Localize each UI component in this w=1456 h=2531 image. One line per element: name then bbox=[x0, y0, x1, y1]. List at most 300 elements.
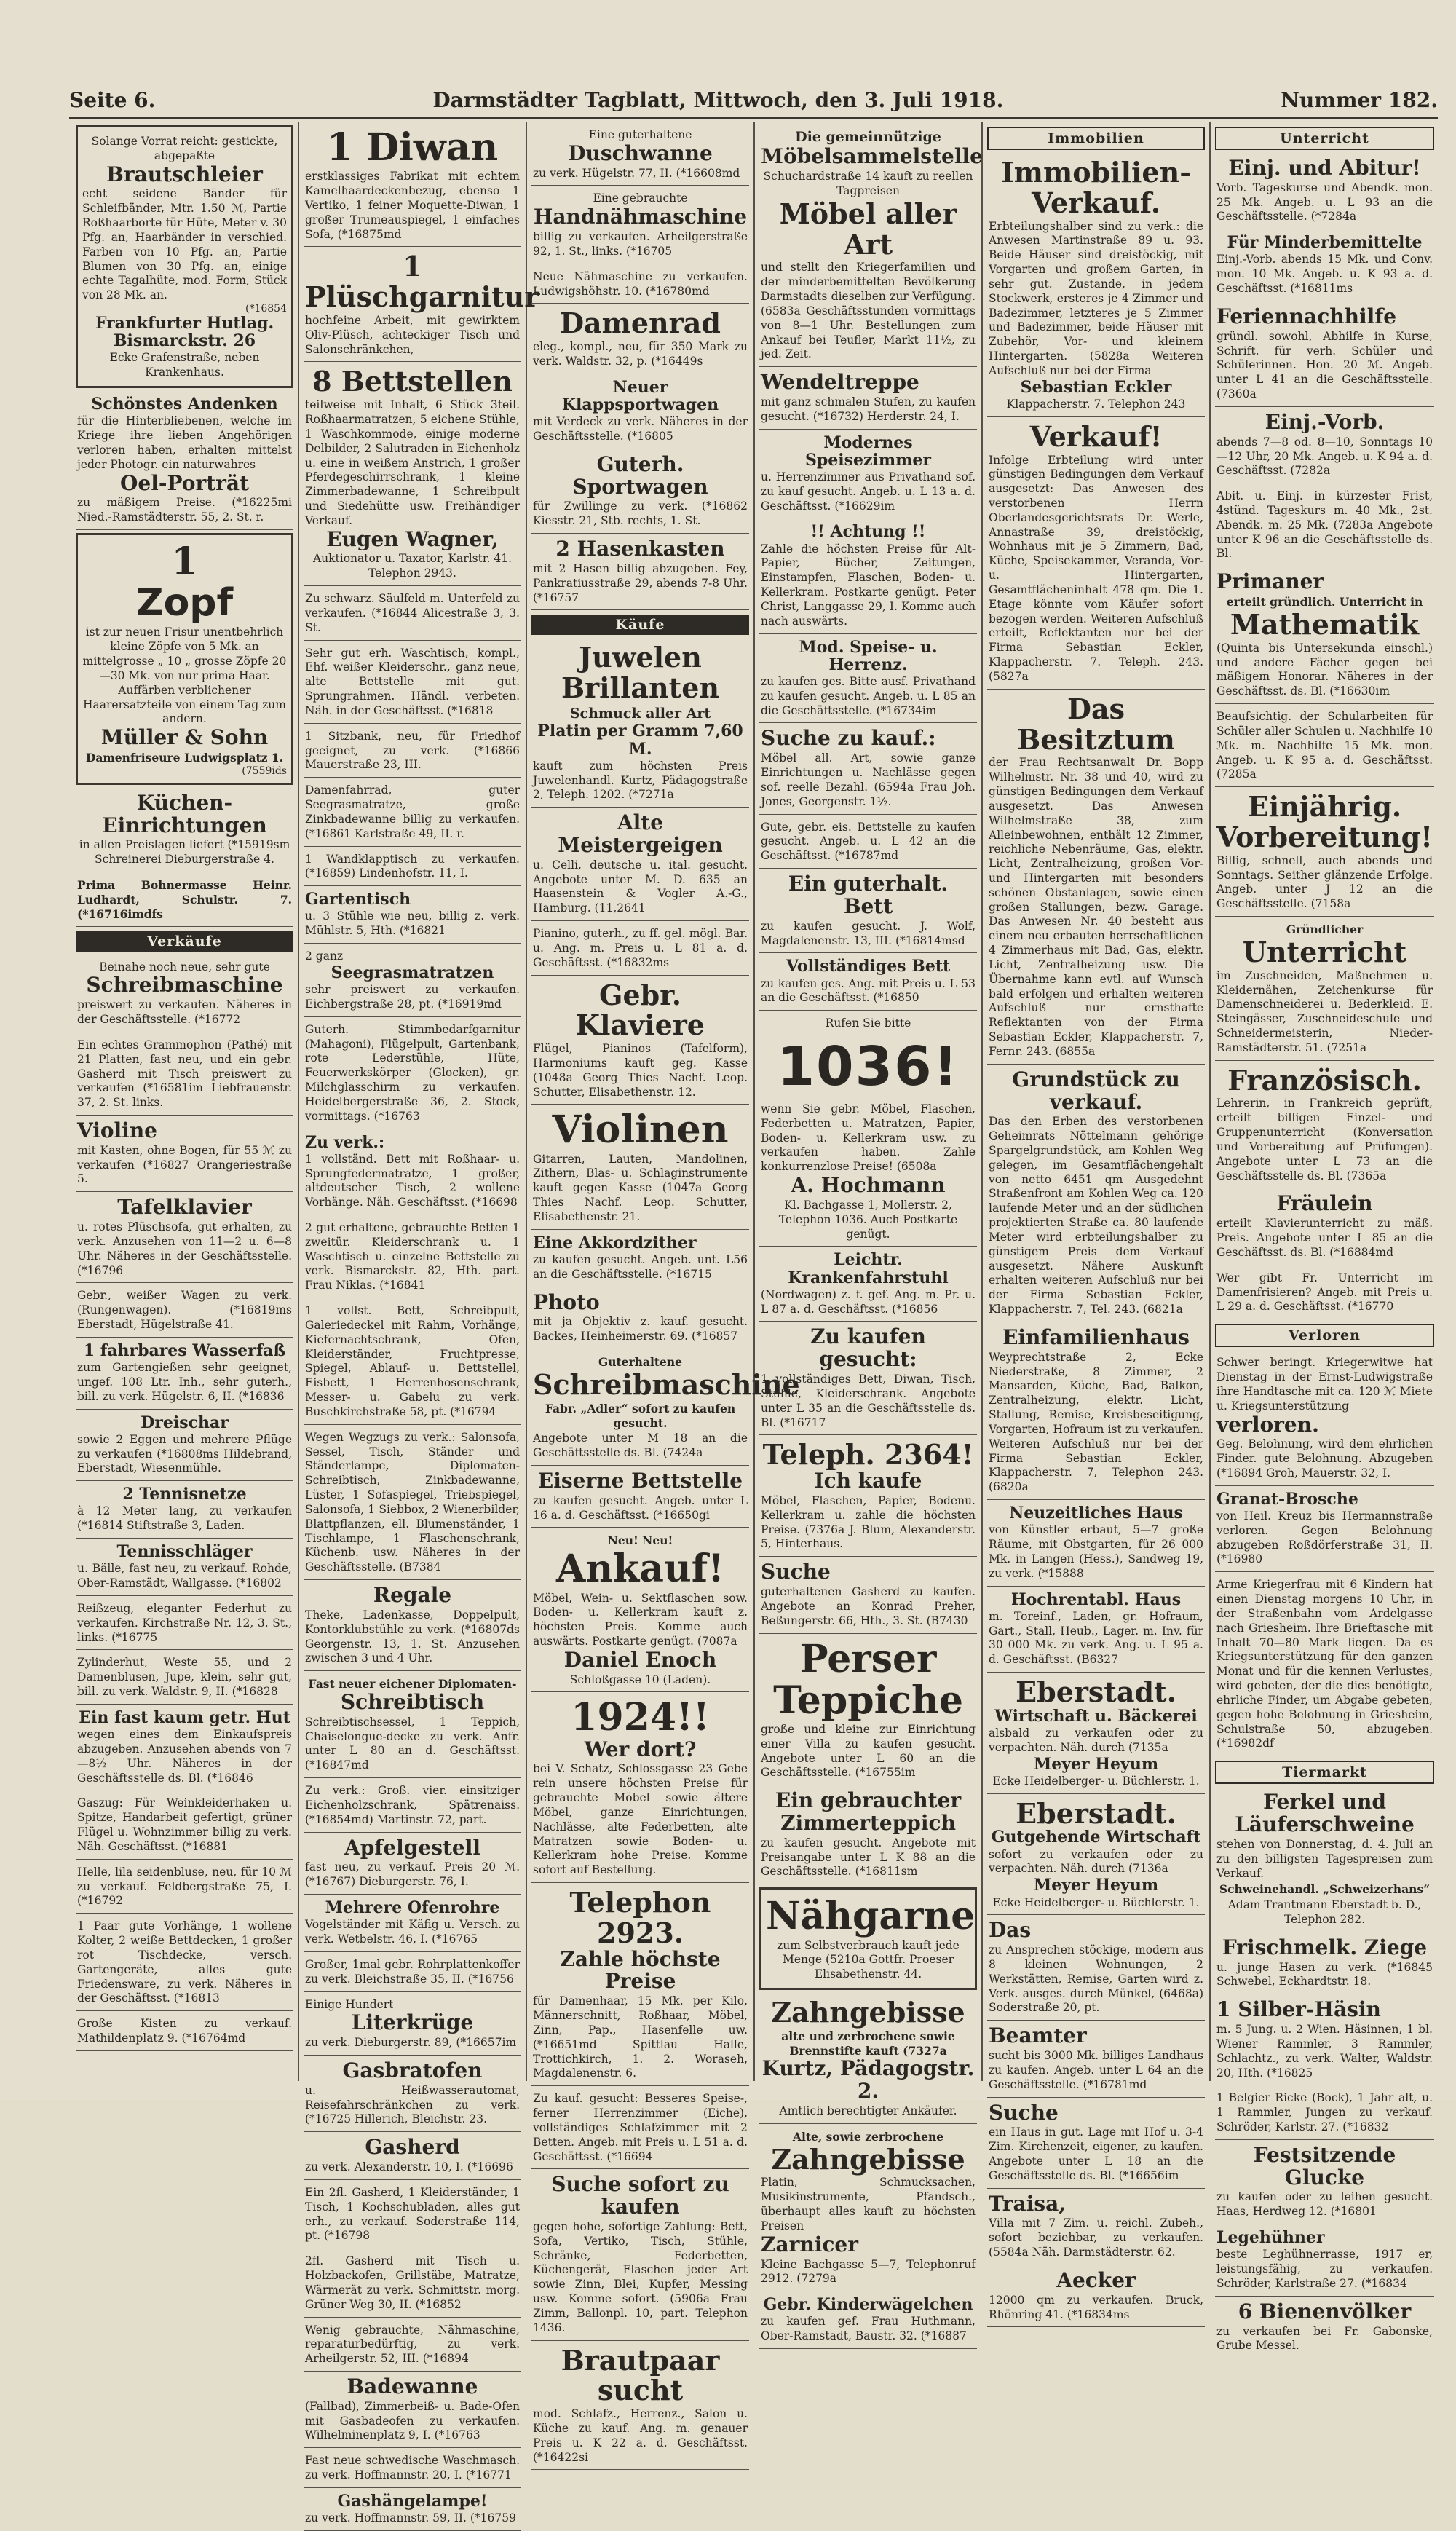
ad-text: mit ganz schmalen Stufen, zu kaufen gesucht. (*16732) Herderstr. 24, I. bbox=[761, 395, 976, 423]
ad-text: Ecke Heidelberger- u. Büchlerstr. 1. bbox=[992, 1774, 1200, 1788]
section-tiermarkt: Tiermarkt bbox=[1215, 1761, 1434, 1784]
ad-gasbratofen bbox=[304, 2056, 521, 2132]
ad-firm: Daniel Enoch bbox=[563, 1647, 717, 1672]
ad-vollstaendiges-bett bbox=[759, 953, 977, 1011]
ad-title: Feriennachhilfe bbox=[1216, 304, 1397, 328]
ad-violinen bbox=[531, 1105, 749, 1229]
ad-text: bei V. Schatz, Schlossgasse 23 Gebe rein unsere höchsten Preise für gebrauchte Möbel sowie ältere Möbel, ganze Einrichtungen, Nachlässe, alte Federbetten, alte Matratzen sowie Boden- u. Kellerkram hohe Preise. Komme sofort auf Bestellung. bbox=[533, 1762, 748, 1877]
ad-text: Gründlicher bbox=[1286, 923, 1364, 937]
ad-title: Tafelklavier bbox=[117, 1195, 252, 1220]
ad-text: Vorb. Tageskurse und Abendk. mon. 25 Mk. Angeb. u. L 93 an die Geschäftsstelle. (*7284a bbox=[1216, 181, 1433, 224]
ad-achtung bbox=[759, 518, 977, 633]
ad-text: Billig, schnell, auch abends und Sonntags. Seither glänzende Erfolge. Angeb. unter J 12 an die Geschäftsstelle. (7158a bbox=[1216, 853, 1433, 911]
ad-title: 1036! bbox=[777, 1035, 960, 1098]
ad-text: Wenig gebrauchte, Nähmaschine, reparaturbedürftig, zu verk. Arheilgerstr. 52, III. (*16894 bbox=[305, 2323, 520, 2366]
ad-text: Schuchardstraße 14 kauft zu reellen Tagpreisen bbox=[763, 170, 973, 197]
ad-text: Einige Hundert bbox=[305, 1997, 394, 2011]
ad-text: Solange Vorrat reicht: gestickte, abgepaßte bbox=[91, 135, 278, 162]
issue-number: Nummer 182. bbox=[1281, 88, 1438, 112]
ad-text: von Künstler erbaut, 5—7 große Räume, mit Obstgarten, für 26 000 Mk. in Langen (Hess.), Sandweg 19, zu verk. (*15888 bbox=[989, 1523, 1203, 1580]
ad-title: Neuzeitliches Haus bbox=[1009, 1504, 1183, 1523]
ad-franzoesisch bbox=[1215, 1061, 1434, 1189]
ad-einjaehrig-vorbereitung bbox=[1215, 787, 1434, 917]
ad-text: ein Haus in gut. Lage mit Hof u. 3-4 Zim. Kirchenzeit, eigener, zu kaufen. Angebote unter L 18 an die Geschäftsstelle ds. Bl. (*16656im bbox=[989, 2125, 1203, 2182]
ad-title: !! Achtung !! bbox=[810, 522, 926, 542]
ad-title: Suche bbox=[989, 2100, 1059, 2125]
ad-title: Apfelgestell bbox=[344, 1835, 480, 1860]
ad-text: Gitarren, Lauten, Mandolinen, Zithern, Blas- u. Schlaginstrumente kauft gegen Kasse (1047a Georg Thies Nachf. Leop. Schutter, Elisabethenstr. 21. bbox=[533, 1152, 748, 1223]
ad-text: Ein 2fl. Gasherd, 1 Kleiderständer, 1 Tisch, 1 Kochschubladen, alles gut erh., zu verkauf. Soderstraße 114, pt. (*16798 bbox=[305, 2185, 520, 2243]
ad-firm: A. Hochmann bbox=[791, 1173, 946, 1198]
ad-text: zu kaufen gef. Frau Huthmann, Ober-Ramstadt, Baustr. 32. (*16887 bbox=[761, 2315, 976, 2343]
ad-wegzug bbox=[304, 1425, 521, 1580]
ad-text: zu verk. Hoffmannstr. 59, II. (*16759 bbox=[305, 2511, 516, 2525]
ad-text: m. Toreinf., Laden, gr. Hofraum, Gart., Stall, Heub., Lager. m. Inv. für 30 000 Mk. zu verk. Ang. u. L 95 a. d. Geschäftsst. (B6327 bbox=[989, 1609, 1203, 1667]
ad-schularbeiten bbox=[1215, 704, 1434, 787]
ad-handnaehmaschine bbox=[531, 186, 749, 264]
column-1 bbox=[71, 122, 299, 2081]
ad-traisa bbox=[987, 2189, 1205, 2265]
ad-text: Großer, 1mal gebr. Rohrplattenkoffer zu verk. Bleichstraße 35, II. (*16756 bbox=[305, 1957, 520, 1986]
ad-violine bbox=[76, 1116, 293, 1192]
ad-firm: Sebastian Eckler bbox=[1020, 377, 1172, 397]
ad-text: mit Verdeck zu verk. Näheres in der Geschäftsstelle. (*16805 bbox=[533, 415, 748, 443]
ad-title: Eberstadt. bbox=[1016, 1675, 1176, 1709]
ad-modernes-speisezimmer bbox=[759, 430, 977, 519]
ad-text: Weyprechtstraße 2, Ecke Niederstraße, 8 Zimmer, 2 Mansarden, Küche, Bad, Balkon, Zentralheizung, elektr. Licht, Stallung, Remise, Kreisbeseitigung, Vorgarten, Hofraum ist zu verkaufen. Weiteren Aufschluß nur bei der Firma Sebastian Eckler, Klappacherstr. 7, Telephon 243. (6820a bbox=[989, 1350, 1203, 1494]
ad-text: zu kaufen gesucht. J. Wolf, Magdalenenstr. 13, III. (*16814msd bbox=[761, 919, 976, 947]
ad-text: alsbald zu verkaufen oder zu verpachten. Näh. durch (7135a bbox=[989, 1726, 1203, 1754]
ad-text: Rufen Sie bitte bbox=[825, 1016, 911, 1030]
ad-text: zu kaufen gesucht. Angeb. unter L 16 a. d. Geschäftsst. (*16650gi bbox=[533, 1493, 748, 1522]
ad-text: zu verk. Hügelstr. 77, II. (*16608md bbox=[533, 166, 740, 180]
ad-text: Fabr. „Adler“ sofort zu kaufen gesucht. bbox=[545, 1401, 736, 1430]
ad-text: u. Celli, deutsche u. ital. gesucht. Angebote unter M. D. 635 an Haasenstein & Vogler A.-G., Hamburg. (11,2641 bbox=[533, 858, 748, 915]
ad-zu-kaufen-gesucht bbox=[759, 1322, 977, 1435]
ad-text: Prima Bohnermasse Heinr. Ludhardt, Schulstr. 7. (*16716imdfs bbox=[77, 878, 292, 921]
ad-title: Gashängelampe! bbox=[337, 2491, 488, 2511]
ad-title: Möbel aller Art bbox=[779, 197, 957, 261]
ad-text: Eine gebrauchte bbox=[593, 191, 688, 205]
ad-title: Ich kaufe bbox=[814, 1469, 922, 1493]
ad-waschtisch bbox=[304, 641, 521, 724]
ad-eberstadt-baeckerei bbox=[987, 1673, 1205, 1794]
ad-text: Guterh. Stimmbedarfgarnitur (Mahagoni), Flügelpult, Gartenbank, rote Lederstühle, Hüte, Feuerwerkskörper (Glocken), gr. Milchglasschirm zu verkaufen. Heidelbergerstraße 36, 2. Stock, vormittags. (*16763 bbox=[305, 1022, 520, 1123]
ad-gebr-klaviere bbox=[531, 976, 749, 1105]
ad-text: sowie 2 Eggen und mehrere Pflüge zu verkaufen (*16808ms Hildebrand, Eberstadt, Wiesenmühle. bbox=[77, 1432, 292, 1475]
ad-text: Guterhaltene bbox=[598, 1355, 683, 1370]
ad-firm: Meyer Heyum bbox=[1033, 1876, 1159, 1895]
ad-saeulfeld bbox=[304, 586, 521, 640]
ad-title: Zahngebisse bbox=[771, 1995, 965, 2029]
ad-text: für Damenhaar, 15 Mk. per Kilo, Männerschnitt, Roßhaar, Möbel, Zinn, Pap., Hasenfelle uw. (*16651md Spittlau Halle, Trottichkirch, 1. 2. Woraseh, Magdalenenstr. 6. bbox=[533, 1994, 748, 2080]
ad-title: Fräulein bbox=[1276, 1191, 1373, 1216]
ad-belgier bbox=[1215, 2085, 1434, 2139]
ad-gruendlicher-unterricht bbox=[1215, 917, 1434, 1061]
ad-text: 2 ganz bbox=[305, 949, 344, 963]
ad-text: 1 Paar gute Vorhänge, 1 wollene Kolter, 2 weiße Bettdecken, 1 großer rot Tischdecke, versch. Gartengeräte, alles gute Friedensware, zu verk. Näheres in der Geschäftsst. (*16813 bbox=[77, 1919, 292, 2005]
ad-tennisschlaeger bbox=[76, 1539, 293, 1596]
ad-title: Frischmelk. Ziege bbox=[1222, 1935, 1428, 1959]
ad-teleph-2364 bbox=[759, 1435, 977, 1557]
ad-das-haus bbox=[987, 1915, 1205, 2021]
ad-firm: Eugen Wagner, bbox=[326, 526, 499, 551]
ad-wagen bbox=[76, 1283, 293, 1337]
ad-regale bbox=[304, 1580, 521, 1671]
ad-text: Adam Trantmann Eberstadt b. D., Telephon 282. bbox=[1227, 1898, 1422, 1926]
ad-text: Ein echtes Grammophon (Pathé) mit 21 Platten, fast neu, und ein gebr. Gasherd mit Tisch preiswert zu verkaufen (*16581im Liebfrauenstr. 37, 2. St. links. bbox=[77, 1038, 292, 1110]
ad-text: à 12 Meter lang, zu verkaufen (*16814 Stiftstraße 3, Laden. bbox=[77, 1504, 292, 1533]
ad-title: Oel-Porträt bbox=[120, 470, 249, 495]
ad-text: und stellt den Kriegerfamilien und der minderbemittelten Bevölkerung Darmstadts dieselben zur Verfügung. (6583a Geschäftsstunden vormittags von 8—1 Uhr. Bestellungen zum Ankauf bei Teufler, Markt 11½, zu jed. Zeit. bbox=[761, 261, 976, 361]
ad-title: Schreibmaschine bbox=[533, 1367, 800, 1401]
ad-text: Neue Nähmaschine zu verkaufen. Ludwigshöhstr. 10. (*16780md bbox=[533, 269, 748, 298]
ad-text: zum Gartengießen sehr geeignet, ungef. 108 Ltr. Inh., sehr guterh., bill. zu verk. Hügelstr. 6, II. (*16836 bbox=[77, 1361, 292, 1403]
ad-krankenfahrstuhl bbox=[759, 1247, 977, 1322]
ad-text: Kl. Bachgasse 1, Mollerstr. 2, Telephon 1036. Auch Postkarte genügt. bbox=[778, 1198, 958, 1241]
ad-text: abends 7—8 od. 8—10, Sonntags 10—12 Uhr, 20 Mk. Angeb. u. K 94 a. d. Geschäftsst. (7282a bbox=[1216, 435, 1433, 478]
ad-text: Schmuck aller Art bbox=[569, 706, 711, 722]
ad-title: Nähgarne bbox=[766, 1894, 976, 1939]
ad-wendeltreppe bbox=[759, 367, 977, 429]
ad-text: Das den Erben des verstorbenen Geheimrats Nöttelmann gehörige Spargelgrundstück, am Kohlen Weg gelegen, im Gesamtflächengehalt von netto 6451 qm Ausgedehnt Straßenfront am Kohlen Weg ca. 120 laufende Meter und an der südlichen projektierten Straße ca. 80 laufende Meter wird erbteilungshalber zu günstigem Preis dem Verkauf ausgesetzt. Nähere Auskunft erhalten weiteren Aufschluß nur bei der Firma Sebastian Eckler, Klappacherstr. 7, Tel. 243. (6821a bbox=[989, 1115, 1203, 1316]
ad-sportwagen bbox=[531, 449, 749, 534]
ad-naehgarne bbox=[759, 1887, 977, 1990]
ad-text: große und kleine zur Einrichtung einer Villa zu kaufen gesucht. Angebote unter L 60 an die Geschäftsstelle. (*16755im bbox=[761, 1722, 976, 1780]
ad-title: Gebr. Kinderwägelchen bbox=[763, 2295, 973, 2315]
ad-text: Vogelständer mit Käfig u. Versch. zu verk. Wetbelstr. 46, I. (*16765 bbox=[305, 1918, 520, 1946]
ad-waschmaschine bbox=[304, 2448, 521, 2488]
ad-text: zum Selbstverbrauch kauft jede Menge (5210a Gottfr. Proeser Elisabethenstr. 44. bbox=[777, 1938, 960, 1981]
ad-bohnermasse bbox=[76, 872, 293, 926]
ad-text: erteilt Klavierunterricht zu mäß. Preis. Angebote unter L 85 an die Geschäftsst. ds. Bl. (*16884md bbox=[1216, 1217, 1433, 1259]
ad-text: Zahle die höchsten Preise für Alt-Papier, Bücher, Zeitungen, Einstampfen, Flaschen, Boden- u. Kellerkram. Postkarte genügt. Peter Christ, Langgasse 29, I. Komme auch nach auswärts. bbox=[761, 542, 976, 628]
header-rule bbox=[69, 117, 1438, 119]
ad-text: Ecke Heidelberger- u. Büchlerstr. 1. bbox=[992, 1895, 1200, 1909]
ad-rohrplattenkoffer bbox=[304, 1952, 521, 1992]
ad-text: preiswert zu verkaufen. Näheres in der Geschäftsstelle. (*16772 bbox=[77, 998, 292, 1027]
ad-title: Wer dort? bbox=[584, 1737, 697, 1761]
section-immobilien: Immobilien bbox=[987, 127, 1205, 150]
ad-title: Wendeltreppe bbox=[761, 370, 919, 395]
ad-text: teilweise mit Inhalt, 6 Stück 3teil. Roßhaarmatratzen, 5 eichene Stühle, 1 Waschkommode, einige moderne Delbilder, 2 Salutraden in Eichenholz u. eine in weißem Anstrich, 1 großer Pferdegeschirrschrank, 1 kleine Zimmerbadewanne, 1 Schreibpult und Siedehütte usw. Freihändiger Verkauf. bbox=[305, 398, 520, 527]
ad-immobilien-verkauf bbox=[987, 153, 1205, 417]
section-unterricht: Unterricht bbox=[1215, 127, 1434, 150]
ad-title: Ferkel und Läuferschweine bbox=[1235, 1790, 1415, 1837]
ad-text: 12000 qm zu verkaufen. Bruck, Rhönring 41. (*16834ms bbox=[989, 2293, 1203, 2321]
ad-text: Möbel, Wein- u. Sektflaschen sow. Boden- u. Kellerkram kauft z. höchsten Preis. Komme auch auswärts. Postkarte genügt. (7087a bbox=[533, 1591, 748, 1648]
ad-gasherd-2fl bbox=[304, 2180, 521, 2248]
ad-text: alte und zerbrochene sowie Brennstifte kauft (7327a bbox=[781, 2029, 955, 2058]
ad-text: gegen hohe, sofortige Zahlung: Bett, Sofa, Vertiko, Tisch, Stühle, Schränke, Federbetten, Küchengerät, Flaschen jeder Art sowie Zinn, Blei, Kupfer, Messing usw. Komme sofort. (5906a Frau Zimm, Ballonpl. 10, part. Telephon 1436. bbox=[533, 2219, 748, 2334]
ad-text: mod. Schlafz., Herrenz., Salon u. Küche zu kauf. Ang. m. genauer Preis u. K 22 a. d. Geschäftsst. (*16422si bbox=[533, 2407, 748, 2464]
ad-text: 2fl. Gasherd mit Tisch u. Holzbackofen, Grillstäbe, Matratze, Wärmerät zu verk. Schmittstr. morg. Grüner Weg 30, II. (*16852 bbox=[305, 2254, 520, 2311]
ad-title: Zu kaufen gesucht: bbox=[810, 1324, 926, 1372]
ad-title: Hochrentabl. Haus bbox=[1010, 1590, 1182, 1609]
ad-sitzbank bbox=[304, 724, 521, 778]
ad-text: Die gemeinnützige bbox=[795, 129, 941, 145]
ad-gasherd-tisch bbox=[304, 2248, 521, 2317]
ad-text: 2 gut erhaltene, gebrauchte Betten 1 zweitür. Kleiderschrank u. 1 Waschtisch u. einzelne Bettstelle zu verk. Bismarckstr. 82, Hth. part. Frau Niklas. (*16841 bbox=[305, 1221, 520, 1292]
ad-suche-sofort bbox=[531, 2169, 749, 2340]
ad-title: Ein guterhalt. Bett bbox=[788, 872, 949, 918]
ad-feriennachhilfe bbox=[1215, 301, 1434, 407]
ad-firm: Müller & Sohn bbox=[100, 725, 269, 750]
ad-text: Auktionator u. Taxator, Karlstr. 41. Telephon 2943. bbox=[312, 552, 513, 580]
masthead-line: Darmstädter Tagblatt, Mittwoch, den 3. Juli 1918. bbox=[432, 88, 1004, 112]
ad-1036 bbox=[759, 1011, 977, 1247]
ad-text: in allen Preislagen liefert (*15919sm Schreinerei Dieburgerstraße 4. bbox=[79, 838, 290, 866]
column-5 bbox=[983, 122, 1211, 2321]
ad-title: Zahle höchste Preise bbox=[560, 1946, 721, 1994]
ad-title: Einj.-Vorb. bbox=[1265, 409, 1385, 434]
ad-stimmbedarf bbox=[304, 1017, 521, 1129]
ad-title: Guterh. Sportwagen bbox=[572, 451, 708, 499]
ad-text: Lehrerin, in Frankreich geprüft, erteilt billigen Einzel- und Gruppenunterricht (Konversation und Vorbereitung auf Prüfungen). Angebote unter L 73 an die Geschäftsstelle ds. Bl. (7365a bbox=[1216, 1097, 1433, 1182]
ad-text: 1 vollst. Bett, Schreibpult, Galeriedeckel mit Rahm, Vorhänge, Kiefernachtschrank, Ofen, Kleiderständer, Fruchtpresse, Spiegel, Ablauf- u. Bettstellel, Eisbett, 1 Herrenhosenschrank, Messer- u. Gabelu zu verk. Buschkirchstraße 58, pt. (*16794 bbox=[305, 1304, 520, 1418]
ad-text: Sehr gut erh. Waschtisch, kompl., Ehf. weißer Kleiderschr., ganz neue, alte Bettstelle mit gut. Sprungrahmen. Händl. verbeten. Näh. in der Geschäftsst. (*16818 bbox=[305, 646, 520, 717]
ad-seegrasmatratzen bbox=[304, 944, 521, 1017]
ad-text: der Frau Rechtsanwalt Dr. Bopp Wilhelmstr. Nr. 38 und 40, wird zu günstigen Bedingungen dem Verkauf ausgesetzt. Das Anwesen Wilhelmstraße 38, zum Alleinbewohnen, enthält 12 Zimmer, reichliche Nebenräume, Gas, elektr. Licht, Zentralheizung, großen Vor- und Hintergarten mit besonders schönen Obstanlagen, sowie einen großen Stallungen, bezw. Garage. Das Anwesen Nr. 40 besteht aus einem neu erbauten herrschaftlichen 4 Zimmerhaus mit Bad, Gas, elektr. Licht, Zentralheizung usw. Die Übernahme kann evtl. auf Wunsch bald erfolgen und erhalten weiteren Aufschluß nur ernsthafte Reflektanten von der Firma Sebastian Eckler, Klappacherstr. 7, Fernr. 243. (6855a bbox=[989, 756, 1203, 1058]
ad-text: Damenfriseure Ludwigsplatz 1. bbox=[85, 751, 284, 765]
ad-text: für Zwillinge zu verk. (*16862 Kiesstr. 21, Stb. rechts, 1. St. bbox=[533, 500, 748, 528]
ad-title: Mehrere Ofenrohre bbox=[325, 1898, 500, 1918]
ad-title: Legehühner bbox=[1216, 2228, 1325, 2248]
ad-text: Fast neuer eichener Diplomaten- bbox=[308, 1677, 517, 1691]
section-verloren: Verloren bbox=[1215, 1324, 1434, 1347]
ad-eiserne-bettstelle bbox=[531, 1466, 749, 1528]
ad-text: (Nordwagen) z. f. gef. Ang. m. Pr. u. L 87 a. d. Geschäftsst. (*16856 bbox=[761, 1287, 976, 1316]
ad-besitztum bbox=[987, 690, 1205, 1065]
ad-title: Modernes Speisezimmer bbox=[804, 433, 931, 470]
ad-bienenvoelker bbox=[1215, 2297, 1434, 2358]
ad-zimmerteppich bbox=[759, 1785, 977, 1884]
ad-title: 8 Bettstellen bbox=[312, 365, 513, 398]
ad-title: 1 Silber-Häsin bbox=[1216, 1997, 1381, 2022]
ad-title: Brautschleier bbox=[106, 162, 263, 186]
ad-text: Platin, Schmucksachen, Musikinstrumente, Pfandsch., überhaupt alles kauft zu höchsten Preisen bbox=[761, 2176, 976, 2232]
ad-kinderwaegelchen bbox=[759, 2291, 977, 2349]
ad-title: Seegrasmatratzen bbox=[331, 963, 494, 982]
ad-text: zu kaufen ges. Ang. mit Preis u. L 53 an die Geschäftsst. (*16850 bbox=[761, 976, 976, 1005]
ad-text: Möbel, Flaschen, Papier, Bodenu. Kellerkram u. zahle die höchsten Preise. (7376a J. Blum, Alexanderstr. 5, Hinterhaus. bbox=[761, 1493, 976, 1551]
ad-title: Unterricht bbox=[1242, 935, 1407, 968]
ad-schreibmaschine bbox=[76, 955, 293, 1032]
ad-title: Verkauf! bbox=[1029, 419, 1163, 453]
ad-gasherd bbox=[304, 2132, 521, 2180]
ad-title: 2 Tennisnetze bbox=[122, 1485, 247, 1504]
ad-title: Für Minderbemittelte bbox=[1227, 233, 1423, 253]
ad-text: hochfeine Arbeit, mit gewirktem Oliv-Plüsch, achteckiger Tisch und Salonschränkchen, bbox=[305, 313, 520, 356]
ad-text: zu kaufen oder zu leihen gesucht. Haas, Herdweg 12. (*16801 bbox=[1216, 2190, 1433, 2219]
ad-text: u. 3 Stühle wie neu, billig z. verk. Mühlstr. 5, Hth. (*16821 bbox=[305, 909, 520, 938]
ad-hut bbox=[76, 1705, 293, 1791]
ad-eichenholzschrank bbox=[304, 1778, 521, 1832]
ad-title: Perser Teppiche bbox=[773, 1636, 963, 1723]
ad-title: Dreischar bbox=[141, 1413, 229, 1432]
ad-einj-vorb bbox=[1215, 407, 1434, 483]
ad-hasenkasten bbox=[531, 534, 749, 610]
ad-wandklapptisch bbox=[304, 847, 521, 887]
ad-title: Alte Meistergeigen bbox=[558, 810, 723, 857]
ad-title: Suche sofort zu kaufen bbox=[551, 2172, 729, 2219]
ad-text: Wegen Wegzugs zu verk.: Salonsofa, Sessel, Tisch, Ständer und Ständerlampe, Diplomaten-Schreibtisch, Zinkbadewanne, Lüster, 1 Sofaspiegel, Triebspiegel, Salonsofa, 1 Siebbox, 2 Wienerbilder, Blattpflanzen, ell. Blumenständer, 1 Tischlampe, 1 Flaschenschrank, Küchenb. usw. Näheres in der Geschäftsstelle. (B7384 bbox=[305, 1430, 520, 1574]
section-kaeufe: Käufe bbox=[531, 615, 749, 635]
ad-text: sofort zu verkaufen oder zu verpachten. Näh. durch (7136a bbox=[989, 1847, 1203, 1876]
ad-oel-portraet bbox=[76, 391, 293, 530]
ad-text: kauft zum höchsten Preis Juwelenhandl. Kurtz, Pädagogstraße 2, Teleph. 1202. (*7271a bbox=[533, 759, 748, 802]
ad-text: (Quinta bis Untersekunda einschl.) und andere Fächer gegen bei mäßigem Honorar. Näheres in der Geschäftsst. ds. Bl. (*16630im bbox=[1216, 641, 1433, 698]
ad-guterhalt-bett bbox=[759, 869, 977, 953]
ad-title: Zahngebisse bbox=[771, 2142, 965, 2176]
ad-minderbemittelte bbox=[1215, 229, 1434, 301]
ad-text: im Zuschneiden, Maßnehmen u. Kleidernähen, Zeichenkurse für Damenschneiderei u. Bederkleid. E. Steingässer, Zuschneideschule und Schneidermeisterin, Nieder-Ramstädterstr. 51. (7251a bbox=[1216, 968, 1433, 1054]
ad-text: Infolge Erbteilung wird unter günstigen Bedingungen dem Verkauf ausgesetzt: Das Anwesen des verstorbenen Herrn Oberlandesgerichtsrats Dr. Werle, Annastraße 39, dreistöckig, Wohnhaus mit je 5 Zimmern, Bad, Küche, Speisekammer, Veranda, Vor- u. Hintergarten, Gesamtflächeninhalt 478 qm. Die 1. Etage könnte vom Käufer sofort bezogen werden. Weiteren Aufschluß erteilt, Reflektanten nur bei der Firma Sebastian Eckler, Klappacherstr. 7. Teleph. 243. (5827a bbox=[989, 453, 1203, 683]
ad-text: u. Heißwasserautomat, Reisefahrschränkchen zu verk. (*16725 Hillerich, Bleichstr. 23. bbox=[305, 2083, 520, 2126]
ad-title: verloren. bbox=[1216, 1412, 1319, 1437]
ad-diwan bbox=[304, 122, 521, 247]
ad-bettstellen bbox=[304, 362, 521, 586]
ad-text: Klappacherstr. 7. Telephon 243 bbox=[1006, 397, 1186, 411]
ad-kriegerfrau bbox=[1215, 1572, 1434, 1756]
ad-grammophon bbox=[76, 1032, 293, 1116]
ad-text: 1 Sitzbank, neu, für Friedhof geeignet, zu verk. (*16866 Mauerstraße 23, III. bbox=[305, 729, 520, 772]
page-header bbox=[69, 79, 1438, 112]
ad-text: Amtlich berechtigter Ankäufer. bbox=[779, 2104, 957, 2118]
ad-suche-gasherd bbox=[759, 1557, 977, 1633]
ad-title: Gutgehende Wirtschaft bbox=[991, 1828, 1201, 1847]
ad-text: u. Herrenzimmer aus Privathand sof. zu kauf gesucht. Angeb. u. L 13 a. d. Geschäftsst. (*16629im bbox=[761, 470, 976, 513]
ad-fraeulein bbox=[1215, 1188, 1434, 1265]
ad-text: erteilt gründlich. Unterricht in bbox=[1226, 595, 1423, 609]
ad-granat-brosche bbox=[1215, 1486, 1434, 1573]
ad-title: Möbelsammelstelle bbox=[761, 144, 983, 169]
ad-title: Wirtschaft u. Bäckerei bbox=[994, 1706, 1198, 1726]
ad-text: Pianino, guterh., zu ff. gel. mögl. Bar. u. Ang. m. Preis u. L 81 a. d. Geschäftsst. (*16832ms bbox=[533, 927, 748, 969]
ad-title: Telephon 2923. bbox=[569, 1886, 711, 1949]
ad-text: Damenfahrrad, guter Seegrasmatratze, große Zinkbadewanne billig zu verkaufen. (*16861 Karlstraße 49, II. r. bbox=[305, 783, 520, 840]
ad-title: Einfamilienhaus bbox=[1002, 1324, 1190, 1349]
ad-tafelklavier bbox=[76, 1192, 293, 1283]
ad-title: Küchen-Einrichtungen bbox=[102, 790, 267, 837]
ad-text: Theke, Ladenkasse, Doppelpult, Kontorklubstühle zu verk. (*16807ds Georgenstr. 13, 1. St. Anzusehen zwischen 3 und 4 Uhr. bbox=[305, 1608, 520, 1665]
ad-title: Mod. Speise- u. Herrenz. bbox=[799, 637, 938, 674]
column-6 bbox=[1211, 122, 1439, 2353]
ad-text: guterhaltenen Gasherd zu kaufen. Angebote an Konrad Preher, Beßungerstr. 66, Hth., 3. St. (B7430 bbox=[761, 1585, 976, 1627]
ad-text: 1 vollständiges Bett, Diwan, Tisch, Stühle, Kleiderschrank. Angebote unter L 35 an die Geschäftsstelle ds. Bl. (*16717 bbox=[761, 1373, 976, 1429]
ad-text: u. Bälle, fast neu, zu verkauf. Rohde, Ober-Ramstädt, Wallgasse. (*16802 bbox=[77, 1562, 292, 1590]
ad-brautpaar bbox=[531, 2341, 749, 2471]
ad-text: Neu! Neu! bbox=[607, 1533, 673, 1548]
ad-pluschgarnitur bbox=[304, 247, 539, 362]
ad-title: Eine Akkordzither bbox=[533, 1233, 697, 1252]
ad-naehmaschine bbox=[304, 2318, 521, 2372]
ad-text: m. 5 Jung. u. 2 Wien. Häsinnen, 1 bl. Wiener Rammler, 3 Rammler, Schlachtz., zu verk. Walter, Waldstr. 20, Hth. (*16825 bbox=[1216, 2023, 1433, 2080]
ad-dreischar bbox=[76, 1410, 293, 1482]
ad-zahngebisse-1 bbox=[759, 1993, 977, 2124]
ad-meistergeigen bbox=[531, 808, 749, 921]
ad-title: Einj. und Abitur! bbox=[1228, 156, 1421, 180]
ad-title: Schreibmaschine bbox=[86, 973, 283, 998]
ad-title: Suche zu kauf.: bbox=[761, 726, 936, 751]
ad-title: Violine bbox=[77, 1118, 157, 1143]
ad-telephon-2923 bbox=[531, 1883, 749, 2086]
column-3 bbox=[527, 122, 800, 2464]
ad-firm: Zarnicer bbox=[761, 2232, 858, 2256]
ad-title: Duschwanne bbox=[568, 141, 713, 165]
ad-kuechen bbox=[76, 788, 293, 872]
ad-juwelen bbox=[531, 638, 749, 808]
ad-title: Französisch. bbox=[1227, 1063, 1422, 1097]
ad-title: Damenrad bbox=[560, 307, 721, 340]
ad-title: Vollständiges Bett bbox=[786, 957, 951, 976]
ad-text: eleg., kompl., neu, für 350 Mark zu verk. Waldstr. 32, p. (*16449s bbox=[533, 340, 748, 368]
ad-zopf bbox=[76, 533, 293, 785]
ad-gashaengelampe bbox=[304, 2488, 521, 2531]
ad-text: mit 2 Hasen billig abzugeben. Fey, Pankratiusstraße 29, abends 7-8 Uhr. (*16757 bbox=[533, 561, 748, 604]
ad-duschwanne bbox=[531, 122, 749, 186]
ad-title: Tennisschläger bbox=[116, 1542, 253, 1562]
ad-text: Villa mit 7 Zim. u. reichl. Zubeh., sofort beziehbar, zu verkaufen. (5584a Näh. Darmstädterstr. 62. bbox=[989, 2216, 1203, 2259]
ad-text: zu verk. Alexanderstr. 10, I. (*16696 bbox=[305, 2160, 513, 2174]
ad-text: Beaufsichtig. der Schularbeiten für Schüler aller Schulen u. Nachhilfe 10 ℳk. m. Nachhilfe 15 Mk. mon. Angeb. u. K 95 a. d. Geschäftsst. (7285a bbox=[1216, 710, 1433, 781]
ad-title: 1924!! bbox=[571, 1695, 710, 1740]
ad-title: Ein fast kaum getr. Hut bbox=[79, 1707, 290, 1727]
ad-title: Grundstück zu verkauf. bbox=[1012, 1067, 1180, 1114]
ad-title: Brautpaar sucht bbox=[561, 2343, 720, 2407]
ad-text: Geg. Belohnung, wird dem ehrlichen Finder. gute Belohnung. Abzugeben (*16894 Groh, Mauerstr. 32, I. bbox=[1216, 1437, 1433, 1480]
ad-diplomaten-schreibtisch bbox=[304, 1671, 521, 1778]
ad-vorhaenge bbox=[76, 1914, 293, 2011]
ad-text: zu verk. Dieburgerstr. 89, (*16657im bbox=[305, 2036, 517, 2050]
ad-ziege bbox=[1215, 1932, 1434, 1994]
ad-kisten bbox=[76, 2011, 293, 2051]
ad-text: Zu schwarz. Säulfeld m. Unterfeld zu verkaufen. (*16844 Alicestraße 3, 3. St. bbox=[305, 592, 520, 634]
ad-text: mit Kasten, ohne Bogen, für 55 ℳ zu verkaufen (*16827 Orangeriestraße 5. bbox=[77, 1143, 292, 1186]
ad-text: Abit. u. Einj. in kürzester Frist, 4stünd. Tageskurs m. 40 Mk., 2st. Abendk. m. 25 Mk. (7283a Angebote unter K 96 an die Geschäftsstelle ds. Bl. bbox=[1216, 489, 1433, 561]
ad-text: sucht bis 3000 Mk. billiges Landhaus zu kaufen. Angeb. unter L 64 an die Geschäftsstelle. (*16781md bbox=[989, 2049, 1203, 2091]
ad-title: Schreibtisch bbox=[340, 1689, 485, 1714]
ad-neuzeitliches-haus bbox=[987, 1500, 1205, 1587]
ad-title: Gasherd bbox=[365, 2135, 460, 2160]
ad-betten bbox=[304, 1215, 521, 1298]
ad-title: Literkrüge bbox=[351, 2010, 474, 2035]
ad-title: Festsitzende Glucke bbox=[1253, 2142, 1396, 2190]
ad-wasserfass bbox=[76, 1338, 293, 1410]
ad-text: Angebote unter M 18 an die Geschäftsstelle ds. Bl. (7424a bbox=[533, 1432, 748, 1460]
ad-columns bbox=[71, 122, 1439, 2525]
ad-text: Zu verk.: Groß. vier. einsitziger Eichenholzschrank, Spätrenaiss. (*16854md) Martinstr. 72, part. bbox=[305, 1784, 520, 1826]
ad-primaner bbox=[1215, 566, 1434, 704]
ad-text: Flügel, Pianinos (Tafelform), Harmoniums kauft geg. Kasse (1048a Georg Thies Nachf. Leop. Schutter, Elisabethenstr. 12. bbox=[533, 1042, 748, 1099]
ad-damenfahrrad bbox=[304, 778, 521, 846]
ad-gartentisch bbox=[304, 886, 521, 944]
ad-ref: (*16854 bbox=[245, 303, 287, 315]
ad-abit-einj bbox=[1215, 483, 1434, 566]
ad-text: Zu kauf. gesucht: Besseres Speise-, ferner Herrenzimmer (Eiche), vollständiges Schlafzimmer mit 2 Betten. Angeb. mit Preis u. L 51 a. d. Geschäftsst. (*16694 bbox=[533, 2092, 748, 2163]
ad-text: mit ja Objektiv z. kauf. gesucht. Backes, Heinheimerstr. 69. (*16857 bbox=[533, 1315, 748, 1343]
ad-text: Große Kisten zu verkauf. Mathildenplatz 9. (*16764md bbox=[77, 2017, 292, 2045]
ad-text: sehr preiswert zu verkaufen. Eichbergstraße 28, pt. (*16919md bbox=[305, 983, 520, 1011]
ad-text: echt seidene Bänder für Schleifbänder, Mtr. 1.50 ℳ, Partie Roßhaarborte für Hüte, Meter v. 30 Pfg. an, Haarbänder in verschied. Farben von 10 Pfg. an, Partie Blumen von 30 Pfg. an, einige echte Tagalhüte, mod. Form, Stück von 28 Mk. an. bbox=[82, 187, 287, 302]
ad-title: Violinen bbox=[552, 1107, 729, 1153]
ad-title: Regale bbox=[373, 1583, 452, 1608]
ad-title: Das bbox=[989, 1918, 1032, 1943]
ad-eberstadt-wirtschaft bbox=[987, 1794, 1205, 1916]
ad-title: Handnähmaschine bbox=[533, 205, 748, 229]
ad-aecker bbox=[987, 2265, 1205, 2327]
ad-text: Schwer beringt. Kriegerwitwe hat Dienstag in der Ernst-Ludwigstraße ihre Handtasche mit ca. 120 ℳ Miete u. Kriegsunterstützung bbox=[1216, 1356, 1433, 1413]
